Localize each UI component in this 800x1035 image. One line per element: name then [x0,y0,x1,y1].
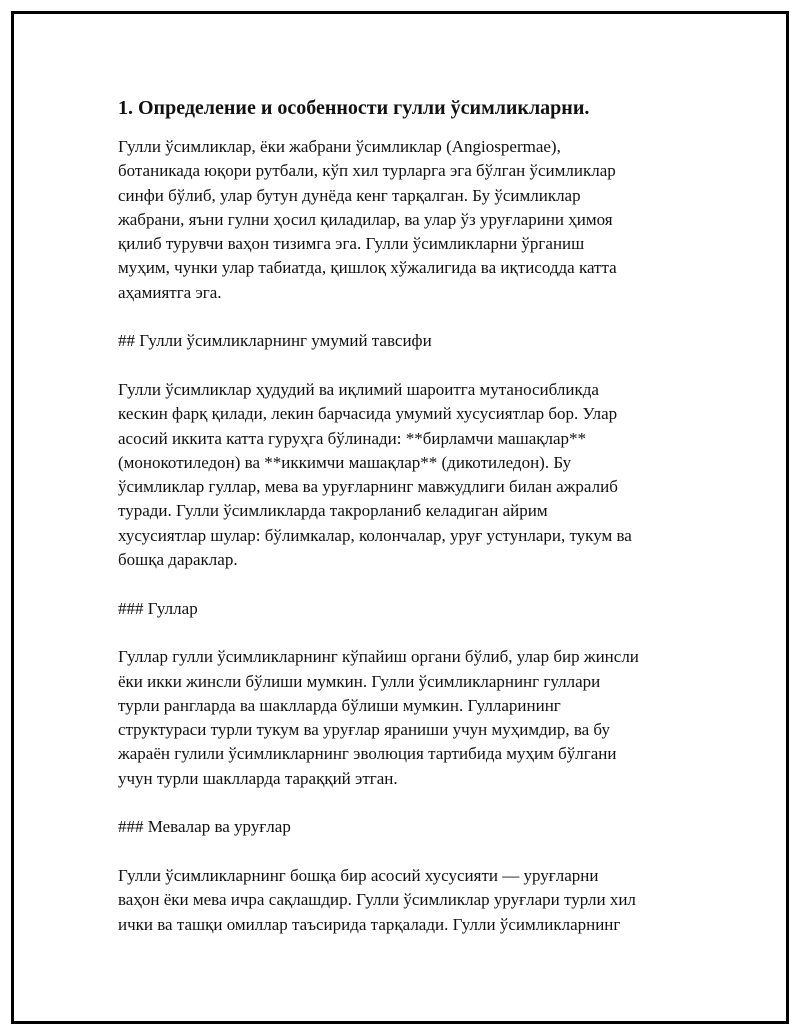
flowers-paragraph [118,645,698,791]
text-line: туради. Гулли ўсимликларда такрорланиб келадиган айрим [118,501,548,521]
text-line: Гулли ўсимликлар, ёки жабрани ўсимликлар (Angiospermae), [118,137,561,156]
text-line: асосий иккита катта гуруҳга бўлинади: **бирламчи машақлар** [118,428,587,448]
spacer [118,572,698,596]
text-line: Гулли ўсимликлар ҳудудий ва иқлимий шароитга мутаносибликда [118,379,599,399]
text-line: Гуллар гулли ўсимликларнинг кўпайиш органи бўлиб, улар бир жинсли [118,647,639,667]
text-line: ички ва ташқи омиллар таъсирида тарқалади. Гулли ўсимликларнинг [118,914,621,934]
spacer [118,840,698,864]
spacer [118,354,698,378]
text-line: ваҳон ёки мева ичра сақлашдир. Гулли ўсимликлар уруғлари турли хил [118,890,636,910]
text-line: муҳим, чунки улар табиатда, қишлоқ хўжалигида ва иқтисодда катта [118,258,617,278]
spacer [118,305,698,329]
text-line: ўсимликлар гуллар, мева ва уруғларнинг мавжудлиги билан ажралиб [118,477,618,497]
text-line: қилиб турувчи ваҳон тизимга эга. Гулли ўсимликларни ўрганиш [118,234,585,254]
text-line: жараён гулили ўсимликларнинг эволюция тартибида муҳим бўлгани [118,744,617,764]
fruits-paragraph [118,864,698,937]
text-line: синфи бўлиб, улар бутун дунёда кенг тарқалган. Бу ўсимликлар [118,185,581,205]
document-title: 1. Определение и особенности гулли ўсимликларни. [118,97,590,119]
text-line: учун турли шаклларда тараққий этган. [118,768,398,788]
text-line: ёки икки жинсли бўлиши мумкин. Гулли ўсимликларнинг гуллари [118,671,601,691]
spacer [118,791,698,815]
general-paragraph [118,378,698,572]
text-line: хусусиятлар шулар: бўлимкалар, колончалар, уруғ устунлари, тукум ва [118,525,632,545]
text-line: жабрани, яъни гулни ҳосил қиладилар, ва улар ўз уруғларини ҳимоя [118,209,613,229]
text-line: Гулли ўсимликларнинг бошқа бир асосий хусусияти — уруғларни [118,865,599,885]
text-line: турли рангларда ва шаклларда бўлиши мумкин. Гулларининг [118,695,561,715]
section-heading-flowers: ### Гуллар [118,598,198,618]
text-line: бошқа дараклар. [118,550,238,570]
text-line: ботаникада юқори рутбали, кўп хил турларга эга бўлган ўсимликлар [118,161,616,181]
spacer [118,621,698,645]
text-line: кескин фарқ қилади, лекин барчасида умумий хусусиятлар бор. Улар [118,404,618,424]
intro-paragraph [118,135,698,305]
section-heading-fruits: ### Мевалар ва уруғлар [118,817,291,837]
document-body [118,96,698,937]
text-line: (монокотиледон) ва **иккимчи машақлар** (дикотиледон). Бу [118,452,572,472]
section-heading-general: ## Гулли ўсимликларнинг умумий тавсифи [118,331,432,351]
text-line: структураси турли тукум ва уруғлар яраниши учун муҳимдир, ва бу [118,720,610,740]
text-line: аҳамиятга эга. [118,282,222,302]
